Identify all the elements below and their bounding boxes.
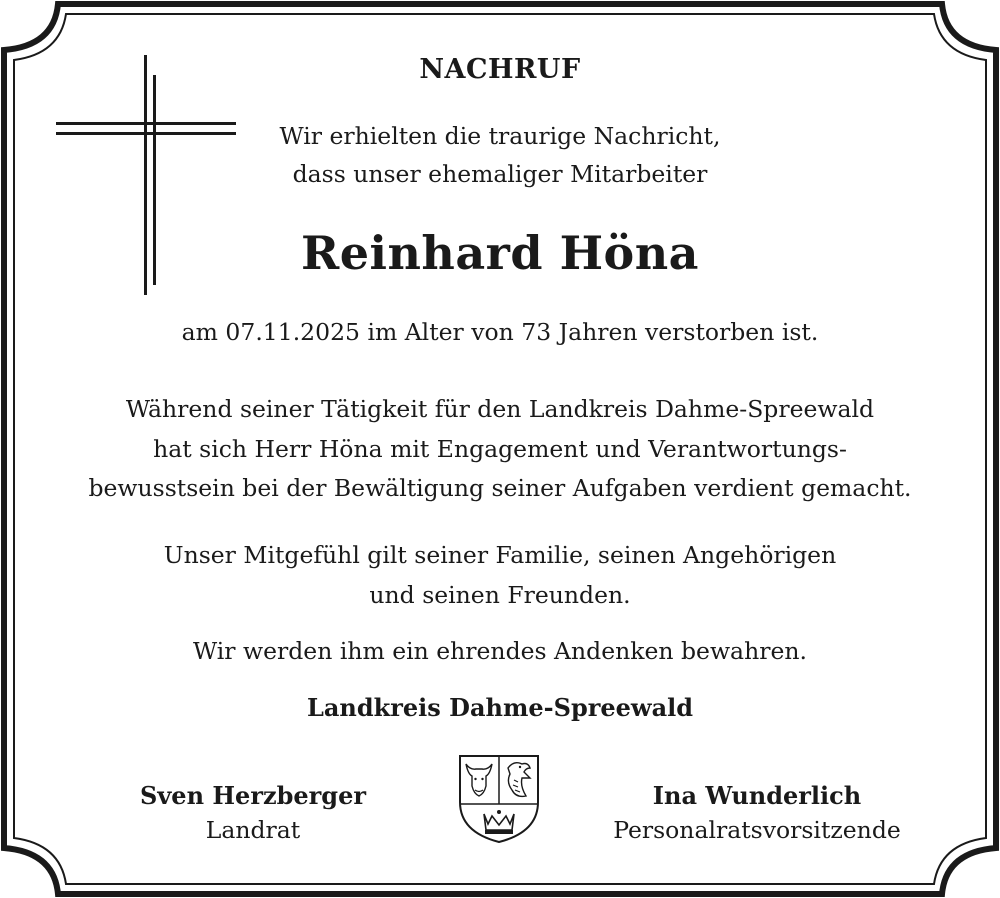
signatory-right — [597, 780, 917, 848]
paragraph-death-date — [0, 313, 1000, 353]
notice-title: NACHRUF — [419, 54, 581, 85]
paragraph-condolence — [0, 536, 1000, 615]
signatory-name: Sven Herzberger — [140, 781, 366, 810]
text-line: hat sich Herr Höna mit Engagement und Verantwortungs- — [153, 434, 847, 463]
deceased-name: Reinhard Höna — [301, 226, 699, 280]
text-line: Unser Mitgefühl gilt seiner Familie, seinen Angehörigen — [163, 541, 837, 569]
intro-text — [0, 117, 1000, 193]
signatory-role: Personalratsvorsitzende — [613, 816, 901, 844]
text-line: und seinen Freunden. — [369, 580, 631, 609]
signatory-name: Ina Wunderlich — [652, 781, 862, 810]
intro-line: dass unser ehemaliger Mitarbeiter — [292, 160, 708, 188]
text-line: bewusstsein bei der Bewältigung seiner Aufgaben verdient gemacht. — [88, 474, 912, 502]
paragraph-remembrance — [0, 632, 1000, 672]
intro-line: Wir erhielten die traurige Nachricht, — [279, 122, 721, 150]
organization-name: Landkreis Dahme-Spreewald — [306, 693, 694, 722]
text-line: am 07.11.2025 im Alter von 73 Jahren verstorben ist. — [181, 318, 819, 346]
text-line: Während seiner Tätigkeit für den Landkreis Dahme-Spreewald — [125, 395, 875, 423]
text-line: Wir werden ihm ein ehrendes Andenken bewahren. — [193, 637, 807, 665]
signatory-role: Landrat — [205, 816, 301, 844]
paragraph-tribute — [0, 390, 1000, 509]
signatory-left — [103, 780, 403, 848]
coat-of-arms-icon — [456, 752, 542, 844]
